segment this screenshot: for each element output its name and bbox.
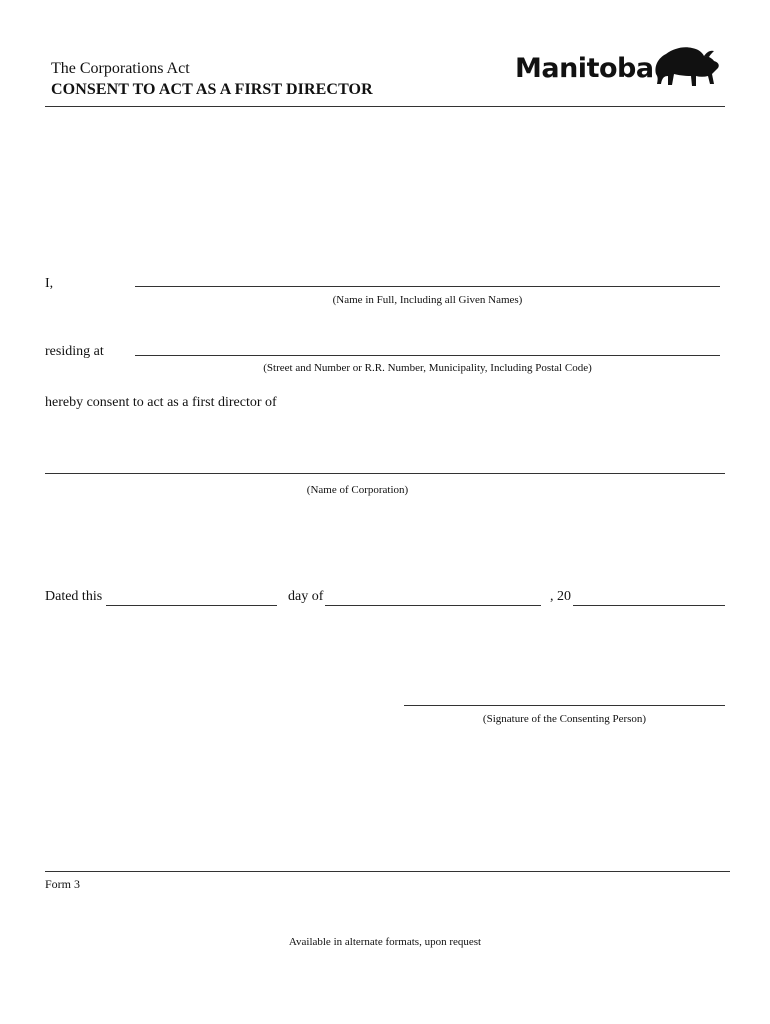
dated-label: Dated this bbox=[45, 589, 103, 604]
alternate-formats-note: Available in alternate formats, upon request bbox=[288, 936, 482, 948]
bison-icon bbox=[652, 44, 722, 92]
manitoba-logo bbox=[515, 44, 725, 92]
form-title: CONSENT TO ACT AS A FIRST DIRECTOR bbox=[51, 81, 373, 98]
residence-label: residing at bbox=[45, 344, 104, 359]
footer-rule bbox=[45, 871, 730, 872]
day-of-label: day of bbox=[288, 589, 324, 604]
signature-caption: (Signature of the Consenting Person) bbox=[482, 713, 647, 725]
name-field[interactable] bbox=[135, 286, 720, 287]
form-number: Form 3 bbox=[45, 877, 81, 891]
header-rule bbox=[45, 106, 725, 107]
act-name: The Corporations Act bbox=[51, 60, 190, 77]
day-field[interactable] bbox=[106, 605, 277, 606]
year-field[interactable] bbox=[573, 605, 725, 606]
logo-wordmark: Manitoba bbox=[515, 53, 654, 84]
corporation-name-field[interactable] bbox=[45, 473, 725, 474]
month-field[interactable] bbox=[325, 605, 541, 606]
residence-field[interactable] bbox=[135, 355, 720, 356]
signature-field[interactable] bbox=[404, 705, 725, 706]
residence-caption: (Street and Number or R.R. Number, Municipality, Including Postal Code) bbox=[263, 362, 592, 374]
consent-statement: hereby consent to act as a first director of bbox=[45, 395, 277, 410]
name-label: I, bbox=[45, 276, 54, 291]
corporation-caption: (Name of Corporation) bbox=[306, 484, 409, 496]
name-caption: (Name in Full, Including all Given Names) bbox=[332, 294, 523, 306]
year-prefix-label: , 20 bbox=[550, 589, 571, 604]
